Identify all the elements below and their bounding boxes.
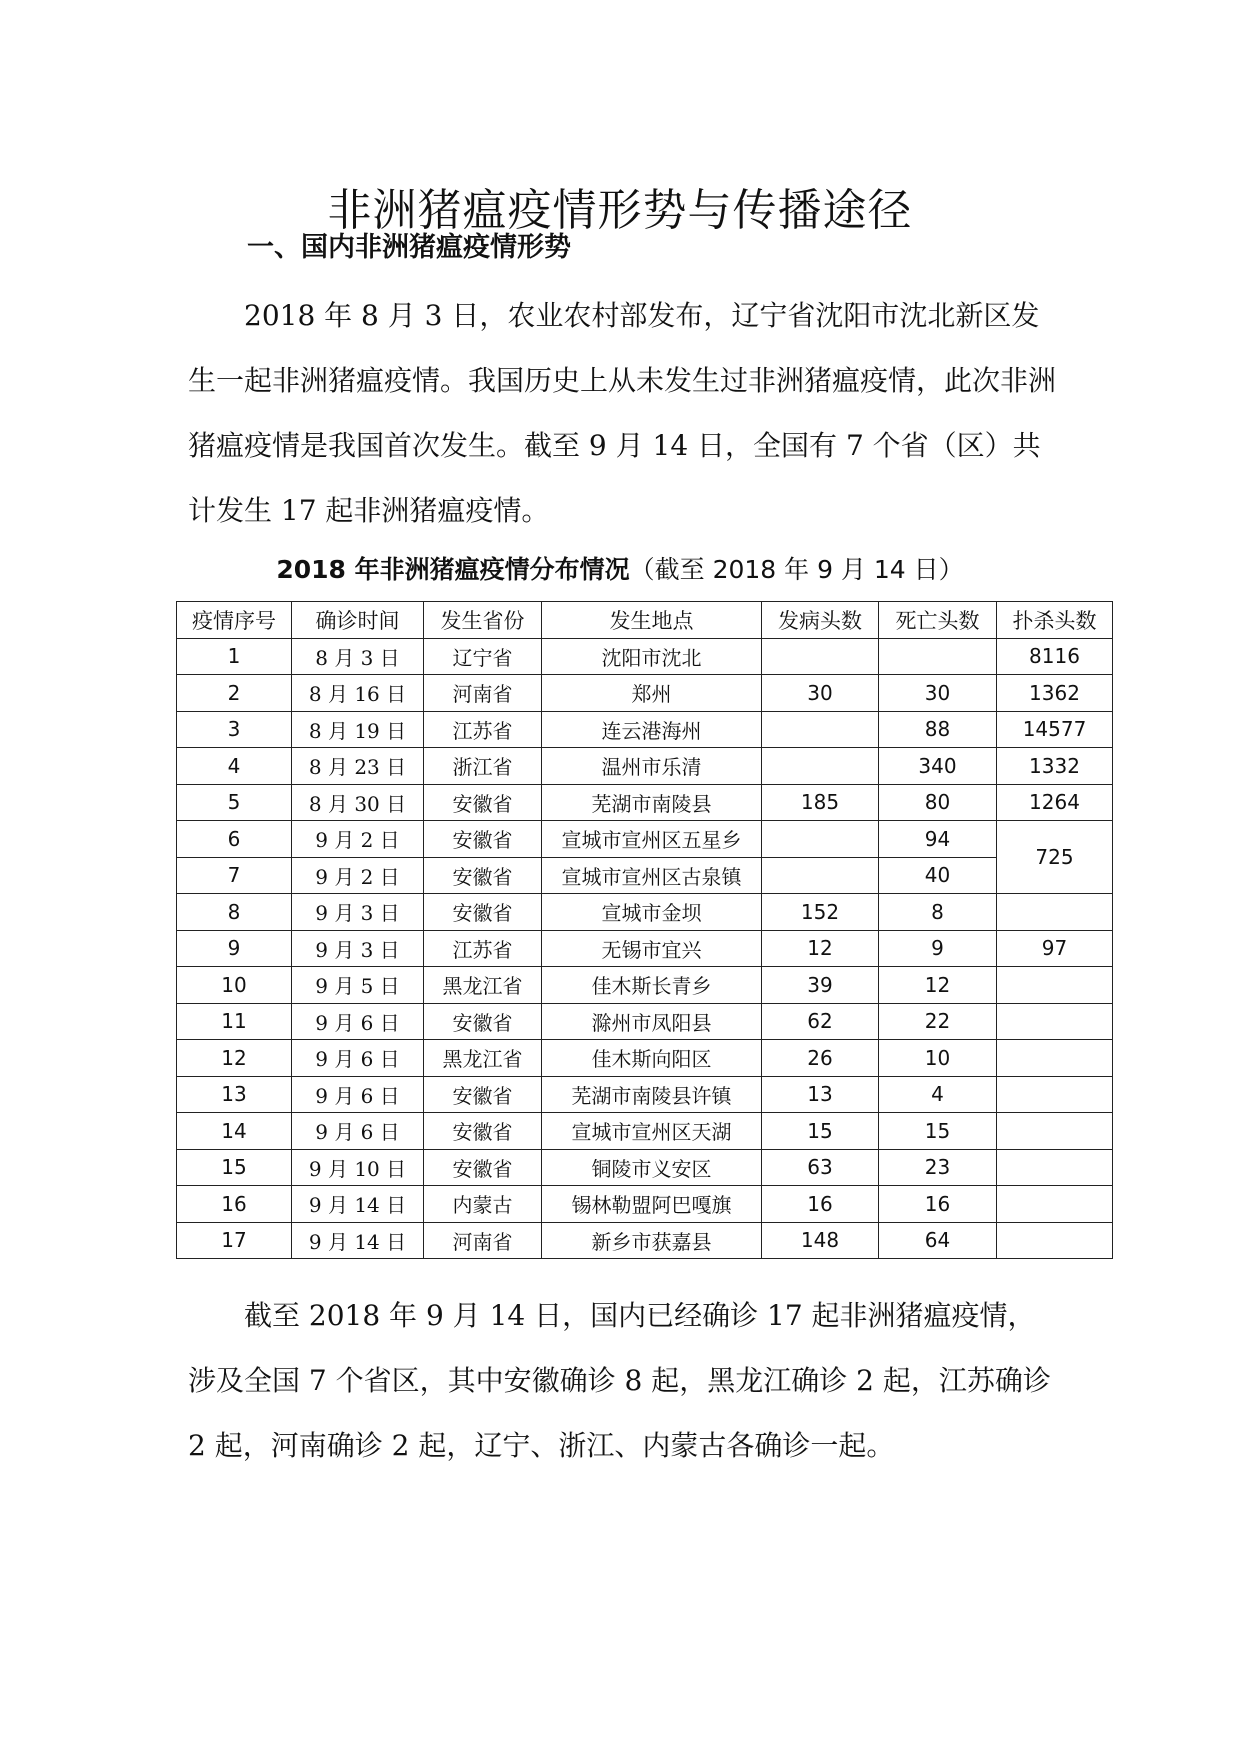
cell-province: 安徽省 bbox=[424, 821, 542, 858]
cell-seq: 16 bbox=[177, 1186, 292, 1223]
table-row bbox=[177, 638, 1113, 675]
page-title: 非洲猪瘟疫情形势与传播途径 bbox=[327, 185, 913, 237]
cell-seq: 6 bbox=[177, 821, 292, 858]
header-location: 发生地点 bbox=[542, 602, 762, 639]
table-caption-date: （截至 2018 年 9 月 14 日） bbox=[629, 555, 964, 584]
cell-province: 安徽省 bbox=[424, 857, 542, 894]
cell-sick: 62 bbox=[762, 1003, 879, 1040]
cell-date: 9 月 14 日 bbox=[292, 1222, 424, 1259]
header-province: 发生省份 bbox=[424, 602, 542, 639]
cell-province: 浙江省 bbox=[424, 748, 542, 785]
cell-seq: 12 bbox=[177, 1040, 292, 1077]
cell-location: 温州市乐清 bbox=[542, 748, 762, 785]
cell-seq: 5 bbox=[177, 784, 292, 821]
cell-sick bbox=[762, 857, 879, 894]
table-row bbox=[177, 1003, 1113, 1040]
cell-dead: 15 bbox=[879, 1113, 997, 1150]
cell-culled: 1362 bbox=[997, 675, 1113, 712]
cell-location: 沈阳市沈北 bbox=[542, 638, 762, 675]
cell-culled: 1264 bbox=[997, 784, 1113, 821]
cell-date: 8 月 23 日 bbox=[292, 748, 424, 785]
table-row bbox=[177, 675, 1113, 712]
cell-location: 宣城市宣州区五星乡 bbox=[542, 821, 762, 858]
cell-sick bbox=[762, 638, 879, 675]
table-row bbox=[177, 1186, 1113, 1223]
summary-paragraph: 截至 2018 年 9 月 14 日，国内已经确诊 17 起非洲猪瘟疫情，涉及全国 7 个省区，其中安徽确诊 8 起，黑龙江确诊 2 起，江苏确诊 2 起，河南确诊 2 起，辽宁、浙江、内蒙古各确诊一起。 bbox=[188, 1299, 1051, 1462]
cell-location: 佳木斯长青乡 bbox=[542, 967, 762, 1004]
cell-seq: 17 bbox=[177, 1222, 292, 1259]
cell-dead: 9 bbox=[879, 930, 997, 967]
header-culled: 扑杀头数 bbox=[997, 602, 1113, 639]
cell-location: 宣城市金坝 bbox=[542, 894, 762, 931]
cell-location: 无锡市宜兴 bbox=[542, 930, 762, 967]
cell-culled bbox=[997, 1003, 1113, 1040]
cell-sick bbox=[762, 711, 879, 748]
cell-date: 8 月 30 日 bbox=[292, 784, 424, 821]
table-row bbox=[177, 821, 1113, 858]
cell-seq: 10 bbox=[177, 967, 292, 1004]
cell-culled: 1332 bbox=[997, 748, 1113, 785]
cell-seq: 14 bbox=[177, 1113, 292, 1150]
cell-seq: 13 bbox=[177, 1076, 292, 1113]
cell-province: 江苏省 bbox=[424, 930, 542, 967]
table-row bbox=[177, 894, 1113, 931]
table-row bbox=[177, 1040, 1113, 1077]
cell-sick: 26 bbox=[762, 1040, 879, 1077]
cell-seq: 9 bbox=[177, 930, 292, 967]
cell-sick: 12 bbox=[762, 930, 879, 967]
cell-province: 内蒙古 bbox=[424, 1186, 542, 1223]
cell-dead: 40 bbox=[879, 857, 997, 894]
table-row bbox=[177, 1222, 1113, 1259]
header-dead: 死亡头数 bbox=[879, 602, 997, 639]
cell-sick: 30 bbox=[762, 675, 879, 712]
cell-location: 郑州 bbox=[542, 675, 762, 712]
cell-date: 8 月 19 日 bbox=[292, 711, 424, 748]
cell-date: 8 月 16 日 bbox=[292, 675, 424, 712]
cell-province: 黑龙江省 bbox=[424, 967, 542, 1004]
cell-seq: 1 bbox=[177, 638, 292, 675]
cell-dead: 12 bbox=[879, 967, 997, 1004]
cell-culled: 8116 bbox=[997, 638, 1113, 675]
cell-dead: 30 bbox=[879, 675, 997, 712]
cell-date: 9 月 2 日 bbox=[292, 821, 424, 858]
cell-location: 芜湖市南陵县 bbox=[542, 784, 762, 821]
cell-dead: 4 bbox=[879, 1076, 997, 1113]
cell-province: 安徽省 bbox=[424, 1113, 542, 1150]
cell-location: 芜湖市南陵县许镇 bbox=[542, 1076, 762, 1113]
cell-dead: 80 bbox=[879, 784, 997, 821]
cell-province: 河南省 bbox=[424, 1222, 542, 1259]
cell-sick: 152 bbox=[762, 894, 879, 931]
cell-seq: 8 bbox=[177, 894, 292, 931]
cell-province: 安徽省 bbox=[424, 1003, 542, 1040]
cell-seq: 2 bbox=[177, 675, 292, 712]
cell-date: 9 月 3 日 bbox=[292, 894, 424, 931]
header-seq: 疫情序号 bbox=[177, 602, 292, 639]
cell-location: 宣城市宣州区古泉镇 bbox=[542, 857, 762, 894]
header-sick: 发病头数 bbox=[762, 602, 879, 639]
cell-date: 9 月 14 日 bbox=[292, 1186, 424, 1223]
intro-paragraph: 2018 年 8 月 3 日，农业农村部发布，辽宁省沈阳市沈北新区发生一起非洲猪瘟疫情。我国历史上从未发生过非洲猪瘟疫情，此次非洲猪瘟疫情是我国首次发生。截至 9 月 14 日，全国有 7 个省（区）共计发生 17 起非洲猪瘟疫情。 bbox=[188, 299, 1057, 527]
cell-dead: 16 bbox=[879, 1186, 997, 1223]
cell-seq: 4 bbox=[177, 748, 292, 785]
cell-seq: 3 bbox=[177, 711, 292, 748]
cell-culled bbox=[997, 1149, 1113, 1186]
cell-culled: 725 bbox=[997, 821, 1113, 894]
cell-province: 安徽省 bbox=[424, 1076, 542, 1113]
cell-date: 9 月 3 日 bbox=[292, 930, 424, 967]
cell-sick: 185 bbox=[762, 784, 879, 821]
cell-seq: 15 bbox=[177, 1149, 292, 1186]
cell-dead: 64 bbox=[879, 1222, 997, 1259]
table-row bbox=[177, 748, 1113, 785]
cell-sick: 15 bbox=[762, 1113, 879, 1150]
cell-location: 新乡市获嘉县 bbox=[542, 1222, 762, 1259]
outbreak-table bbox=[176, 601, 1113, 1259]
cell-dead: 10 bbox=[879, 1040, 997, 1077]
cell-province: 辽宁省 bbox=[424, 638, 542, 675]
table-row bbox=[177, 857, 1113, 894]
cell-date: 9 月 6 日 bbox=[292, 1040, 424, 1077]
table-row bbox=[177, 784, 1113, 821]
cell-date: 9 月 6 日 bbox=[292, 1003, 424, 1040]
cell-culled: 14577 bbox=[997, 711, 1113, 748]
table-row bbox=[177, 1149, 1113, 1186]
cell-culled: 97 bbox=[997, 930, 1113, 967]
table-row bbox=[177, 711, 1113, 748]
table-header-row bbox=[177, 602, 1113, 639]
cell-seq: 11 bbox=[177, 1003, 292, 1040]
table-row bbox=[177, 967, 1113, 1004]
cell-sick bbox=[762, 821, 879, 858]
cell-location: 锡林勒盟阿巴嘎旗 bbox=[542, 1186, 762, 1223]
cell-sick: 16 bbox=[762, 1186, 879, 1223]
cell-sick: 39 bbox=[762, 967, 879, 1004]
table-caption bbox=[0, 550, 1240, 590]
cell-date: 9 月 6 日 bbox=[292, 1076, 424, 1113]
cell-culled bbox=[997, 1113, 1113, 1150]
cell-seq: 7 bbox=[177, 857, 292, 894]
cell-date: 9 月 6 日 bbox=[292, 1113, 424, 1150]
cell-culled bbox=[997, 1076, 1113, 1113]
cell-culled bbox=[997, 894, 1113, 931]
cell-location: 连云港海州 bbox=[542, 711, 762, 748]
table-row bbox=[177, 1076, 1113, 1113]
cell-dead: 88 bbox=[879, 711, 997, 748]
cell-dead: 94 bbox=[879, 821, 997, 858]
cell-culled bbox=[997, 1186, 1113, 1223]
cell-culled bbox=[997, 1040, 1113, 1077]
cell-dead: 23 bbox=[879, 1149, 997, 1186]
header-date: 确诊时间 bbox=[292, 602, 424, 639]
cell-dead: 8 bbox=[879, 894, 997, 931]
table-caption-title: 2018 年非洲猪瘟疫情分布情况 bbox=[276, 555, 630, 584]
cell-date: 9 月 2 日 bbox=[292, 857, 424, 894]
cell-dead bbox=[879, 638, 997, 675]
cell-province: 河南省 bbox=[424, 675, 542, 712]
table-row bbox=[177, 1113, 1113, 1150]
cell-sick: 148 bbox=[762, 1222, 879, 1259]
cell-date: 9 月 10 日 bbox=[292, 1149, 424, 1186]
cell-date: 9 月 5 日 bbox=[292, 967, 424, 1004]
cell-location: 铜陵市义安区 bbox=[542, 1149, 762, 1186]
cell-province: 安徽省 bbox=[424, 1149, 542, 1186]
cell-date: 8 月 3 日 bbox=[292, 638, 424, 675]
cell-province: 江苏省 bbox=[424, 711, 542, 748]
cell-location: 滁州市凤阳县 bbox=[542, 1003, 762, 1040]
cell-sick: 63 bbox=[762, 1149, 879, 1186]
cell-culled bbox=[997, 967, 1113, 1004]
cell-dead: 22 bbox=[879, 1003, 997, 1040]
cell-province: 安徽省 bbox=[424, 784, 542, 821]
cell-location: 佳木斯向阳区 bbox=[542, 1040, 762, 1077]
cell-sick bbox=[762, 748, 879, 785]
cell-province: 黑龙江省 bbox=[424, 1040, 542, 1077]
cell-province: 安徽省 bbox=[424, 894, 542, 931]
cell-dead: 340 bbox=[879, 748, 997, 785]
table-row bbox=[177, 930, 1113, 967]
cell-sick: 13 bbox=[762, 1076, 879, 1113]
cell-location: 宣城市宣州区天湖 bbox=[542, 1113, 762, 1150]
section-heading: 一、国内非洲猪瘟疫情形势 bbox=[247, 232, 571, 263]
cell-culled bbox=[997, 1222, 1113, 1259]
